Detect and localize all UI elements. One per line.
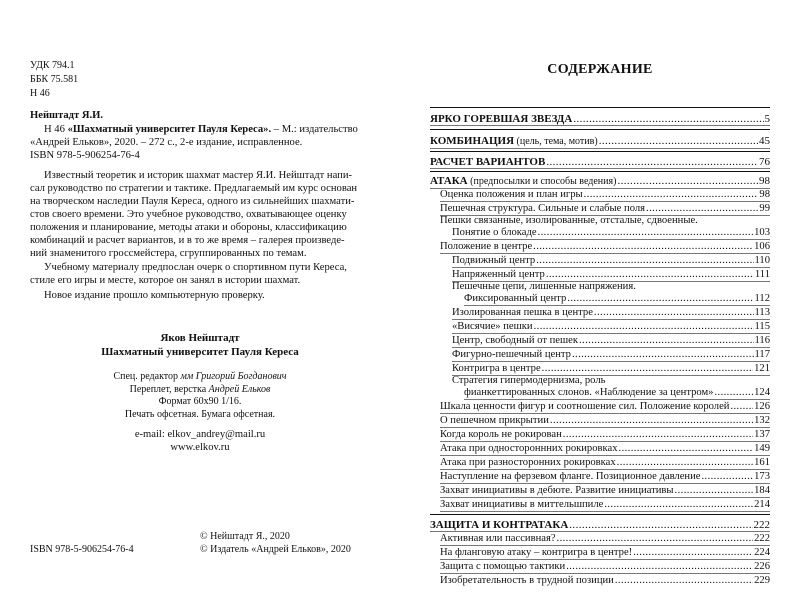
toc-entry: Шкала ценности фигур и соотношение сил. Положение королей ..... 126 <box>440 401 770 414</box>
annotation-line: ний знаменитого гроссмейстера, сгруппированных по темам. <box>30 248 307 259</box>
annotation-line: комбинаций и расчет вариантов, и в то же время – галерея произведе- <box>30 235 345 246</box>
toc-entry: Стратегия гипермодернизма, роль <box>452 375 606 386</box>
copyright-author: © Нейштадт Я., 2020 <box>200 531 290 542</box>
toc-entry: ЗАЩИТА И КОНТРАТАКА ..... 222 <box>430 519 770 532</box>
toc-entry: «Висячие» пешки ..... 115 <box>452 321 770 334</box>
toc-entry: Пешечная структура. Сильные и слабые поля ..... 99 <box>440 203 770 216</box>
toc-entry: Напряженный центр ..... 111 <box>452 269 770 282</box>
bib-line-2: «Андрей Ельков», 2020. – 272 с., 2-е издание, исправленное. <box>30 137 303 148</box>
toc-entry: О пешечном прикрытии ..... 132 <box>440 415 770 428</box>
imprint-print: Печать офсетная. Бумага офсетная. <box>124 408 276 420</box>
imprint-binding <box>0 384 400 397</box>
toc-entry: Активная или пассивная? ..... 222 <box>440 533 770 546</box>
section-rule <box>430 171 770 172</box>
imprint-format: Формат 60х90 1/16. <box>158 396 242 407</box>
imprint-title: Шахматный университет Пауля Кереса <box>101 345 299 358</box>
copyright-publisher: © Издатель «Андрей Ельков», 2020 <box>200 544 351 555</box>
toc-entry: РАСЧЕТ ВАРИАНТОВ ..... 76 <box>430 156 770 169</box>
toc-entry: КОМБИНАЦИЯ (цель, тема, мотив) ..... 45 <box>430 135 770 149</box>
bib-line-1 <box>44 124 358 136</box>
toc-entry: Атака при одностороннних рокировках ..... 149 <box>440 443 770 456</box>
bib-rest: – М.: издательство <box>271 124 358 135</box>
toc-entry: На фланговую атаку – контригра в центре! ..... 224 <box>440 547 770 560</box>
section-rule <box>430 151 770 152</box>
toc-entry: Захват инициативы в миттельшпиле ..... 214 <box>440 499 770 512</box>
editor-name: мм Григорий Богданович <box>180 371 287 382</box>
annotation-line: стиле его игры и месте, которое он занял в истории шахмат. <box>30 275 301 286</box>
annotation-line: Новое издание прошло компьютерную проверку. <box>44 290 265 301</box>
book-title: «Шахматный университет Пауля Кереса». <box>67 124 272 135</box>
bbk-code: ББК 75.581 <box>30 74 79 85</box>
toc-entry: фианкеттированных слонов. «Наблюдение за центром» ..... 124 <box>464 387 770 400</box>
section-rule <box>430 514 770 515</box>
annotation-line: сал руководство по стратегии и тактике. Предлагаемый им курс основан <box>30 183 358 194</box>
bib-isbn: ISBN 978-5-906254-76-4 <box>30 150 140 161</box>
annotation-line: положения и планирование, методы атаки и обороны, классификацию <box>30 222 347 233</box>
author-name: Нейштадт Я.И. <box>30 110 104 121</box>
binding-name: Андрей Ельков <box>208 383 271 395</box>
toc-entry: Оценка положения и план игры ..... 98 <box>440 189 770 202</box>
toc-entry: ЯРКО ГОРЕВШАЯ ЗВЕЗДА ..... 5 <box>430 113 770 126</box>
toc-entry: Захват инициативы в дебюте. Развитие инициативы ..... 184 <box>440 485 770 498</box>
toc-entry: Пешечные цепи, лишенные напряжения. <box>452 281 636 292</box>
toc-entry: Подвижный центр ..... 110 <box>452 255 770 268</box>
annotation-line: стов своего времени. Это учебное руководство, охватывающее оценку <box>30 209 347 220</box>
imprint-editor <box>0 371 400 384</box>
imprint-block <box>0 332 400 454</box>
bib-prefix: Н 46 <box>44 124 65 135</box>
toc-entry: Атака при разносторонних рокировках ..... 161 <box>440 457 770 470</box>
imprint-email: e-mail: elkov_andrey@mail.ru <box>134 429 266 440</box>
annotation-line: на творческом наследии Пауля Кереса, одного из сильнейших шахмати- <box>30 196 355 207</box>
imprint-author: Яков Нейштадт <box>160 332 240 344</box>
annotation-line: Учебному материалу предпослан очерк о спортивном пути Кереса, <box>44 262 347 273</box>
toc-entry: АТАКА (предпосылки и способы ведения) ..... 98 <box>430 175 770 189</box>
toc-entry: Понятие о блокаде ..... 103 <box>452 227 770 240</box>
toc-entry: Изолированная пешка в центре ..... 113 <box>452 307 770 320</box>
toc-entry: Когда король не рокирован ..... 137 <box>440 429 770 442</box>
toc-entry: Пешки связанные, изолированные, отсталые, сдвоенные. <box>440 215 698 226</box>
annotation-line: Известный теоретик и историк шахмат мастер Я.И. Нейштадт напи- <box>44 170 353 181</box>
footer-isbn: ISBN 978-5-906254-76-4 <box>30 544 134 555</box>
toc-entry: Фиксированный центр ..... 112 <box>464 293 770 306</box>
toc-entry: Изобретательность в трудной позиции ..... 229 <box>440 575 770 587</box>
toc-entry: Защита с помощью тактики ..... 226 <box>440 561 770 574</box>
author-mark: Н 46 <box>30 88 50 99</box>
binding-label: Переплет, верстка <box>129 383 207 395</box>
udk-code: УДК 794.1 <box>30 60 75 71</box>
section-rule <box>430 107 770 108</box>
toc-entry: Положение в центре ..... 106 <box>440 241 770 254</box>
toc-entry: Центр, свободный от пешек ..... 116 <box>452 335 770 348</box>
toc-entry: Фигурно-пешечный центр ..... 117 <box>452 349 770 362</box>
imprint-web: www.elkov.ru <box>170 441 230 453</box>
right-page <box>400 0 800 601</box>
section-rule <box>430 129 770 130</box>
toc-title: СОДЕРЖАНИЕ <box>547 62 653 77</box>
editor-label: Спец. редактор <box>113 371 179 382</box>
toc-entry: Контригра в центре ..... 121 <box>452 363 770 376</box>
toc-entry: Наступление на ферзевом фланге. Позиционное давление ..... 173 <box>440 471 770 484</box>
